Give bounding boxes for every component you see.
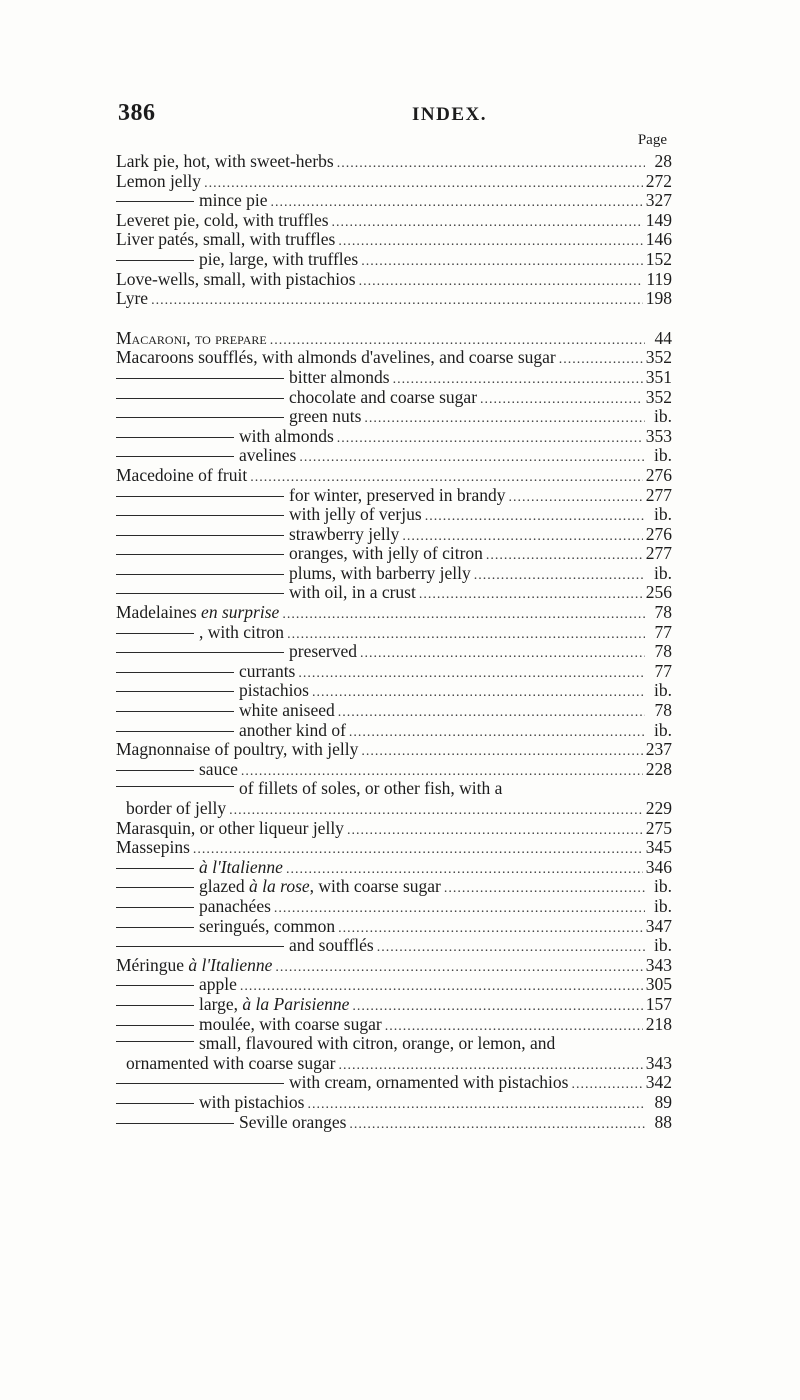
entry-page-number: 88 xyxy=(654,1111,672,1132)
index-entry xyxy=(116,329,672,349)
entry-label: Macedoine of fruit xyxy=(116,464,248,485)
entry-label: bitter almonds xyxy=(289,366,390,387)
entry-label: Lemon jelly xyxy=(116,170,202,191)
entry-label-italic: en surprise xyxy=(201,602,280,623)
index-entry xyxy=(116,289,672,309)
entry-label: border of jelly xyxy=(126,798,227,818)
entry-page-number: 119 xyxy=(646,268,672,289)
entry-label: with almonds xyxy=(239,425,334,446)
index-entry xyxy=(116,975,672,995)
index-entry xyxy=(116,1093,672,1113)
entry-page-number: 146 xyxy=(645,229,672,250)
entry-page-number: ib. xyxy=(654,876,672,897)
index-entry xyxy=(116,1073,672,1093)
ditto-rule xyxy=(116,378,284,379)
index-entry xyxy=(116,1015,672,1035)
entry-page-number: 342 xyxy=(645,1072,672,1093)
entry-label: preserved xyxy=(289,641,358,662)
entry-label: white aniseed xyxy=(239,700,335,721)
leader-dots xyxy=(347,821,643,841)
entry-page-number: 152 xyxy=(645,248,672,269)
leader-dots xyxy=(275,958,642,978)
leader-dots xyxy=(360,644,645,664)
entry-page-number: ib. xyxy=(654,719,672,740)
page-number: 386 xyxy=(118,100,156,126)
entry-label: Macaroni, to prepare xyxy=(116,327,267,348)
index-entry xyxy=(116,388,672,408)
leader-dots xyxy=(559,350,643,370)
index-entry xyxy=(116,446,672,466)
entry-label: glazed à la rose, with coarse sugar xyxy=(199,876,441,897)
index-entry xyxy=(116,211,672,231)
section-gap xyxy=(116,309,672,329)
entry-page-number: 228 xyxy=(645,758,672,779)
index-entry xyxy=(116,819,672,839)
entry-page-number: 276 xyxy=(645,523,672,544)
ditto-rule xyxy=(116,946,284,947)
leader-dots xyxy=(298,664,645,684)
ditto-rule xyxy=(116,417,284,418)
leader-dots xyxy=(361,742,642,762)
leader-dots xyxy=(349,1115,645,1135)
leader-dots xyxy=(307,1095,645,1115)
index-entry xyxy=(116,407,672,427)
entry-page-number: 44 xyxy=(654,327,672,348)
index-entry xyxy=(116,152,672,172)
index-entry xyxy=(116,191,672,211)
leader-dots xyxy=(444,879,645,899)
index-entry xyxy=(116,956,672,976)
ditto-rule xyxy=(116,201,194,202)
entry-page-number: ib. xyxy=(654,680,672,701)
entry-label: pistachios xyxy=(239,680,309,701)
entry-page-number: ib. xyxy=(654,895,672,916)
leader-dots xyxy=(352,997,642,1017)
ditto-rule xyxy=(116,786,234,787)
index-entry xyxy=(116,740,672,760)
index-entry xyxy=(116,270,672,290)
ditto-rule xyxy=(116,1041,194,1042)
leader-dots xyxy=(282,605,645,625)
entry-label: sauce xyxy=(199,758,238,779)
entry-page-number: 276 xyxy=(645,464,672,485)
ditto-rule xyxy=(116,672,234,673)
entry-label: Leveret pie, cold, with truffles xyxy=(116,209,329,230)
entry-page-number: 277 xyxy=(645,484,672,505)
index-entry xyxy=(116,250,672,270)
leader-dots xyxy=(359,272,644,292)
leader-dots xyxy=(474,566,645,586)
entry-label: panachées xyxy=(199,895,271,916)
leader-dots xyxy=(361,252,643,272)
ditto-rule xyxy=(116,731,234,732)
leader-dots xyxy=(338,703,645,723)
index-entry xyxy=(116,897,672,917)
entry-page-number: 237 xyxy=(645,739,672,760)
index-entry xyxy=(116,721,672,741)
entry-label: and soufflés xyxy=(289,935,374,956)
entry-label: currants xyxy=(239,660,296,681)
entry-label: mince pie xyxy=(199,190,268,211)
index-entry xyxy=(116,779,672,799)
index-entry xyxy=(116,1034,672,1054)
entry-label: another kind of xyxy=(239,719,346,740)
entry-page-number: 343 xyxy=(645,954,672,975)
ditto-rule xyxy=(116,1005,194,1006)
entry-page-number: 218 xyxy=(645,1013,672,1034)
entry-label xyxy=(199,858,283,878)
entry-label: chocolate and coarse sugar xyxy=(289,386,478,407)
entry-label: , with citron xyxy=(199,621,285,642)
entry-page-number: 77 xyxy=(654,621,672,642)
entry-label: Magnonnaise of poultry, with jelly xyxy=(116,739,359,760)
ditto-rule xyxy=(116,711,234,712)
ditto-rule xyxy=(116,985,194,986)
leader-dots xyxy=(299,448,645,468)
ditto-rule xyxy=(116,1083,284,1084)
leader-dots xyxy=(312,683,645,703)
index-entry xyxy=(116,466,672,486)
entry-label: Lyre xyxy=(116,288,149,309)
leader-dots xyxy=(419,585,643,605)
index-entry xyxy=(116,760,672,780)
entry-page-number: 77 xyxy=(654,660,672,681)
entry-label: Lark pie, hot, with sweet-herbs xyxy=(116,151,334,171)
entry-page-number: 347 xyxy=(645,915,672,936)
leader-dots xyxy=(425,507,645,527)
index-entry xyxy=(116,230,672,250)
leader-dots xyxy=(338,232,642,252)
index-entry xyxy=(116,1054,672,1074)
entry-label: avelines xyxy=(239,445,297,466)
ditto-rule xyxy=(116,515,284,516)
entry-page-number: 352 xyxy=(645,386,672,407)
index-entry xyxy=(116,681,672,701)
ditto-rule xyxy=(116,496,284,497)
entry-page-number: 256 xyxy=(645,582,672,603)
leader-dots xyxy=(486,546,643,566)
entry-label: large, à la Parisienne xyxy=(199,993,350,1014)
entry-label: Marasquin, or other liqueur jelly xyxy=(116,817,344,838)
index-list xyxy=(116,152,672,1132)
running-title: INDEX. xyxy=(412,104,487,125)
entry-label: strawberry jelly xyxy=(289,523,400,544)
entry-label-italic: à la rose xyxy=(249,876,310,897)
entry-page-number: 229 xyxy=(645,798,672,818)
entry-page-number: 277 xyxy=(645,543,672,564)
index-entry xyxy=(116,838,672,858)
leader-dots xyxy=(338,919,643,939)
entry-label: Love-wells, small, with pistachios xyxy=(116,268,356,289)
entry-page-number: ib. xyxy=(654,406,672,427)
entry-label: Seville oranges xyxy=(239,1111,347,1132)
entry-page-number: 78 xyxy=(654,641,672,662)
entry-page-number: 28 xyxy=(654,151,672,171)
entry-page-number: ib. xyxy=(654,445,672,466)
leader-dots xyxy=(204,174,643,194)
ditto-rule xyxy=(116,554,284,555)
entry-page-number: ib. xyxy=(654,504,672,525)
entry-page-number: 78 xyxy=(654,602,672,623)
entry-label: with jelly of verjus xyxy=(289,504,422,525)
index-entry xyxy=(116,486,672,506)
index-entry xyxy=(116,525,672,545)
ditto-rule xyxy=(116,260,194,261)
entry-page-number: 275 xyxy=(645,817,672,838)
index-entry xyxy=(116,505,672,525)
index-entry xyxy=(116,799,672,819)
ditto-rule xyxy=(116,907,194,908)
ditto-rule xyxy=(116,574,284,575)
index-entry xyxy=(116,917,672,937)
ditto-rule xyxy=(116,652,284,653)
leader-dots xyxy=(349,723,645,743)
entry-label: green nuts xyxy=(289,406,362,427)
index-entry xyxy=(116,642,672,662)
leader-dots xyxy=(337,429,643,449)
entry-page-number: 149 xyxy=(645,209,672,230)
entry-page-number: 89 xyxy=(654,1091,672,1112)
entry-label: ornamented with coarse sugar xyxy=(126,1052,336,1073)
ditto-rule xyxy=(116,691,234,692)
entry-label: Liver patés, small, with truffles xyxy=(116,229,336,250)
ditto-rule xyxy=(116,456,234,457)
entry-page-number: 351 xyxy=(645,366,672,387)
entry-page-number: 346 xyxy=(645,856,672,877)
index-entry xyxy=(116,1113,672,1133)
leader-dots xyxy=(151,291,643,311)
leader-dots xyxy=(509,488,643,508)
index-entry xyxy=(116,583,672,603)
ditto-rule xyxy=(116,437,234,438)
entry-label: with pistachios xyxy=(199,1091,305,1112)
index-entry xyxy=(116,662,672,682)
entry-label: pie, large, with truffles xyxy=(199,248,359,269)
ditto-rule xyxy=(116,398,284,399)
entry-label-italic: à la Parisienne xyxy=(242,993,350,1014)
entry-label: apple xyxy=(199,974,237,995)
ditto-rule xyxy=(116,535,284,536)
entry-label: with cream, ornamented with pistachios xyxy=(289,1072,569,1093)
leader-dots xyxy=(377,938,645,958)
entry-label-italic: à l'Italienne xyxy=(188,954,273,975)
leader-dots xyxy=(480,390,643,410)
ditto-rule xyxy=(116,1025,194,1026)
entry-page-number: 272 xyxy=(645,170,672,191)
entry-page-number: 305 xyxy=(645,974,672,995)
index-entry xyxy=(116,603,672,623)
index-entry xyxy=(116,172,672,192)
leader-dots xyxy=(337,154,645,174)
entry-label: moulée, with coarse sugar xyxy=(199,1013,382,1034)
entry-page-number: 343 xyxy=(645,1052,672,1073)
index-entry xyxy=(116,544,672,564)
entry-label: Macaroons soufflés, with almonds d'avelines, and coarse sugar xyxy=(116,347,556,368)
ditto-rule xyxy=(116,1123,234,1124)
entry-label: Méringue à l'Italienne xyxy=(116,954,273,975)
entry-label-italic: à l'Italienne xyxy=(199,856,283,877)
leader-dots xyxy=(364,409,645,429)
index-entry xyxy=(116,348,672,368)
entry-label: with oil, in a crust xyxy=(289,582,416,603)
leader-dots xyxy=(332,213,643,233)
entry-label: plums, with barberry jelly xyxy=(289,562,471,583)
entry-label: for winter, preserved in brandy xyxy=(289,484,506,505)
entry-label: small, flavoured with citron, orange, or lemon, and xyxy=(199,1034,556,1054)
entry-page-number: 327 xyxy=(645,190,672,211)
entry-label: Massepins xyxy=(116,837,190,858)
index-entry xyxy=(116,427,672,447)
entry-page-number: ib. xyxy=(654,562,672,583)
index-entry xyxy=(116,564,672,584)
index-entry xyxy=(116,858,672,878)
entry-page-number: 78 xyxy=(654,700,672,721)
index-entry xyxy=(116,995,672,1015)
index-entry xyxy=(116,936,672,956)
entry-page-number: 353 xyxy=(645,425,672,446)
index-entry xyxy=(116,623,672,643)
ditto-rule xyxy=(116,770,194,771)
ditto-rule xyxy=(116,633,194,634)
entry-label: Madelaines en surprise xyxy=(116,602,280,623)
index-entry xyxy=(116,368,672,388)
entry-page-number: 345 xyxy=(645,837,672,858)
leader-dots xyxy=(571,1075,642,1095)
index-entry xyxy=(116,877,672,897)
entry-label: of fillets of soles, or other fish, with a xyxy=(239,779,503,799)
ditto-rule xyxy=(116,868,194,869)
entry-label: seringués, common xyxy=(199,915,336,936)
entry-page-number: 198 xyxy=(645,288,672,309)
index-entry xyxy=(116,701,672,721)
entry-page-number: 352 xyxy=(645,347,672,368)
entry-page-number: ib. xyxy=(654,935,672,956)
page-header xyxy=(118,100,670,130)
page-column-label: Page xyxy=(637,132,667,148)
entry-page-number: 157 xyxy=(645,993,672,1014)
ditto-rule xyxy=(116,593,284,594)
ditto-rule xyxy=(116,1103,194,1104)
entry-label: oranges, with jelly of citron xyxy=(289,543,483,564)
ditto-rule xyxy=(116,887,194,888)
ditto-rule xyxy=(116,927,194,928)
